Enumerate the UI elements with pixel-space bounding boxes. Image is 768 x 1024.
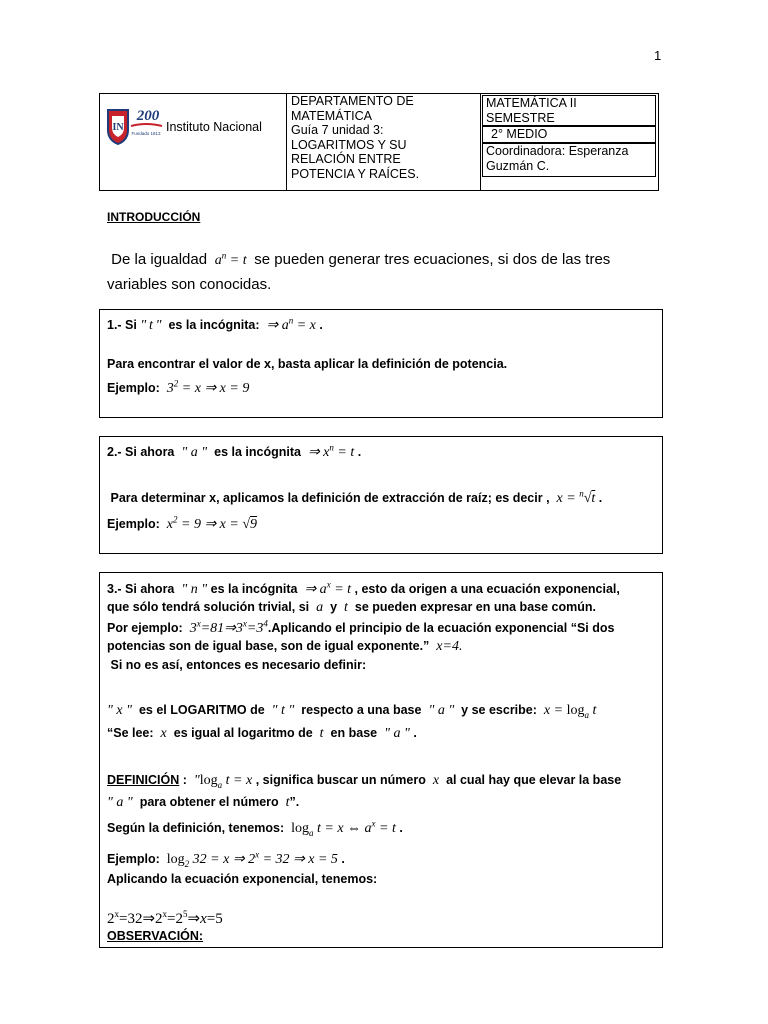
- case-3-example: Ejemplo: $\log_2 32 = x$ ⇒ $2^x = 32$ ⇒ x = 5 .: [107, 849, 345, 869]
- example-label: Ejemplo:: [107, 381, 160, 395]
- example-label: Ejemplo:: [107, 517, 160, 531]
- case-3-text: en base: [330, 726, 378, 740]
- case-3-text: :: [182, 773, 187, 787]
- case-2-title: 2.- Si ahora " a " es la incógnita ⇒ $x^n = t$ .: [107, 442, 362, 460]
- subject-cell: [481, 94, 658, 190]
- aplicando-line: Aplicando la ecuación exponencial, tenemos:: [107, 872, 378, 886]
- case-2-box: [99, 436, 663, 554]
- case-3-text: y se escribe:: [461, 703, 537, 717]
- case-1-box: [99, 309, 663, 418]
- case-3-line1: 3.- Si ahora " n " es la incógnita ⇒ $a^x = t$ , esto da origen a una ecuación exponencial,: [107, 579, 620, 597]
- header-table: [99, 93, 659, 191]
- segun-line: Según la definición, tenemos: $\log_a t = x$ ⇔ $a^x = t$ .: [107, 818, 403, 838]
- case-3-text: al cual hay que elevar la base: [446, 773, 622, 787]
- case-1-title-a: 1.- Si: [107, 318, 137, 332]
- case-3-text: que sólo tendrá solución trivial, si: [107, 600, 310, 614]
- case-3-text: .Aplicando el principio de la ecuación exponencial “Si dos: [267, 621, 615, 635]
- intro-heading: INTRODUCCIÓN: [107, 210, 201, 224]
- definition-line2: " a " para obtener el número t”.: [107, 795, 300, 810]
- grade-box: [482, 126, 656, 143]
- definition-line: DEFINICIÓN : "$\log_a$ t = x , significa buscar un número x al cual hay que elevar la base: [107, 773, 622, 790]
- svg-text:IN: IN: [112, 122, 124, 133]
- case-3-text: , esto da origen a una ecuación exponencial,: [354, 582, 620, 596]
- case-3-text: para obtener el número: [139, 795, 279, 809]
- department-line: MATEMÁTICA: [291, 108, 373, 123]
- case-3-text: es el LOGARITMO de: [138, 703, 265, 717]
- case-3-text: Por ejemplo:: [107, 621, 183, 635]
- case-1-title: 1.- Si " t " es la incógnita: ⇒ $a^n = x$ .: [107, 315, 323, 333]
- case-3-box: [99, 572, 663, 948]
- case-3-line7: “Se lee: x es igual al logaritmo de t en base " a " .: [107, 726, 417, 741]
- case-3-text: y: [330, 600, 338, 614]
- case-2-title-b: es la incógnita: [214, 445, 301, 459]
- case-3-text: es la incógnita: [210, 582, 298, 596]
- case-2-line2: Para determinar x, aplicamos la definición de extracción de raíz; es decir , x = $^n$√t .: [110, 488, 603, 506]
- case-3-line6: " x " es el LOGARITMO de " t " respecto a una base " a " y se escribe: $x = \log_a t$: [107, 703, 597, 720]
- case-3-text: Según la definición, tenemos:: [107, 821, 285, 835]
- department-line: POTENCIA Y RAÍCES.: [291, 166, 420, 181]
- department-line: DEPARTAMENTO DE: [291, 94, 414, 108]
- intro-paragraph: [107, 248, 652, 297]
- institution-cell: [100, 94, 287, 190]
- subject-line: SEMESTRE: [486, 110, 555, 125]
- institution-name: Instituto Nacional: [166, 120, 262, 134]
- case-1-example: Ejemplo: $3^2 = x$ ⇒ x = 9: [107, 378, 250, 396]
- page-number: 1: [654, 48, 662, 63]
- institution-logo: [104, 102, 164, 146]
- case-2-title-a: 2.- Si ahora: [107, 445, 175, 459]
- case-3-line3: Por ejemplo: $3^x=81\Rightarrow 3^x=3^4.Aplicando$ el principio de la ecuación exponencial “Si dos: [107, 618, 615, 636]
- case-3-text: es igual al logaritmo de: [173, 726, 313, 740]
- case-3-text: ”.: [289, 795, 300, 809]
- department-line: LOGARITMOS Y SU: [291, 137, 407, 152]
- case-3-text: , significa buscar un número: [255, 773, 426, 787]
- intro-text-before: De la igualdad: [111, 251, 208, 268]
- observation-heading: OBSERVACIÓN:: [107, 929, 204, 943]
- intro-text-after: se pueden generar tres ecuaciones, si dos de las tres variables son conocidas.: [107, 251, 611, 293]
- case-3-text: potencias son de igual base, son de igual exponente.”: [107, 639, 430, 653]
- case-3-line2: que sólo tendrá solución trivial, si a y t se pueden expresar en una base común.: [107, 600, 596, 615]
- case-1-line2: Para encontrar el valor de x, basta aplicar la definición de potencia.: [107, 357, 508, 371]
- logo-number: 200: [136, 108, 160, 124]
- case-1-title-b: es la incógnita:: [168, 318, 260, 332]
- subject-line: MATEMÁTICA II: [486, 96, 577, 110]
- case-3-line4: potencias son de igual base, son de igual exponente.” x=4.: [107, 639, 463, 654]
- case-3-line5: [107, 658, 366, 672]
- department-cell: [287, 94, 481, 190]
- case-3-text: respecto a una base: [301, 703, 422, 717]
- department-line: Guía 7 unidad 3:: [291, 123, 384, 137]
- equation-a-pow-n: $a^n = t$: [211, 250, 251, 268]
- example-label: Ejemplo:: [107, 852, 160, 866]
- exponential-result: $2^x=32\Rightarrow 2^x=2^5\Rightarrow x=5$: [107, 909, 223, 927]
- case-3-text: 3.- Si ahora: [107, 582, 175, 596]
- definition-heading: DEFINICIÓN: [107, 773, 180, 787]
- department-line: RELACIÓN ENTRE: [291, 152, 401, 166]
- case-2-line2-text: Para determinar x, aplicamos la definición de extracción de raíz; es decir ,: [110, 491, 550, 505]
- case-3-text: Si no es así, entonces es necesario definir:: [110, 658, 367, 672]
- case-3-text: “Se lee:: [107, 726, 154, 740]
- case-3-text: se pueden expresar en una base común.: [354, 600, 596, 614]
- coordinator-line: Guzmán C.: [486, 158, 550, 173]
- grade: 2° MEDIO: [491, 127, 548, 141]
- logo-caption: Fundado 1813: [131, 131, 161, 136]
- case-2-example: Ejemplo: $x^2 = 9$ ⇒ x = √9: [107, 514, 258, 532]
- subject-box: [482, 95, 656, 126]
- coordinator-line: Coordinadora: Esperanza: [486, 144, 629, 158]
- coordinator-box: [482, 143, 656, 177]
